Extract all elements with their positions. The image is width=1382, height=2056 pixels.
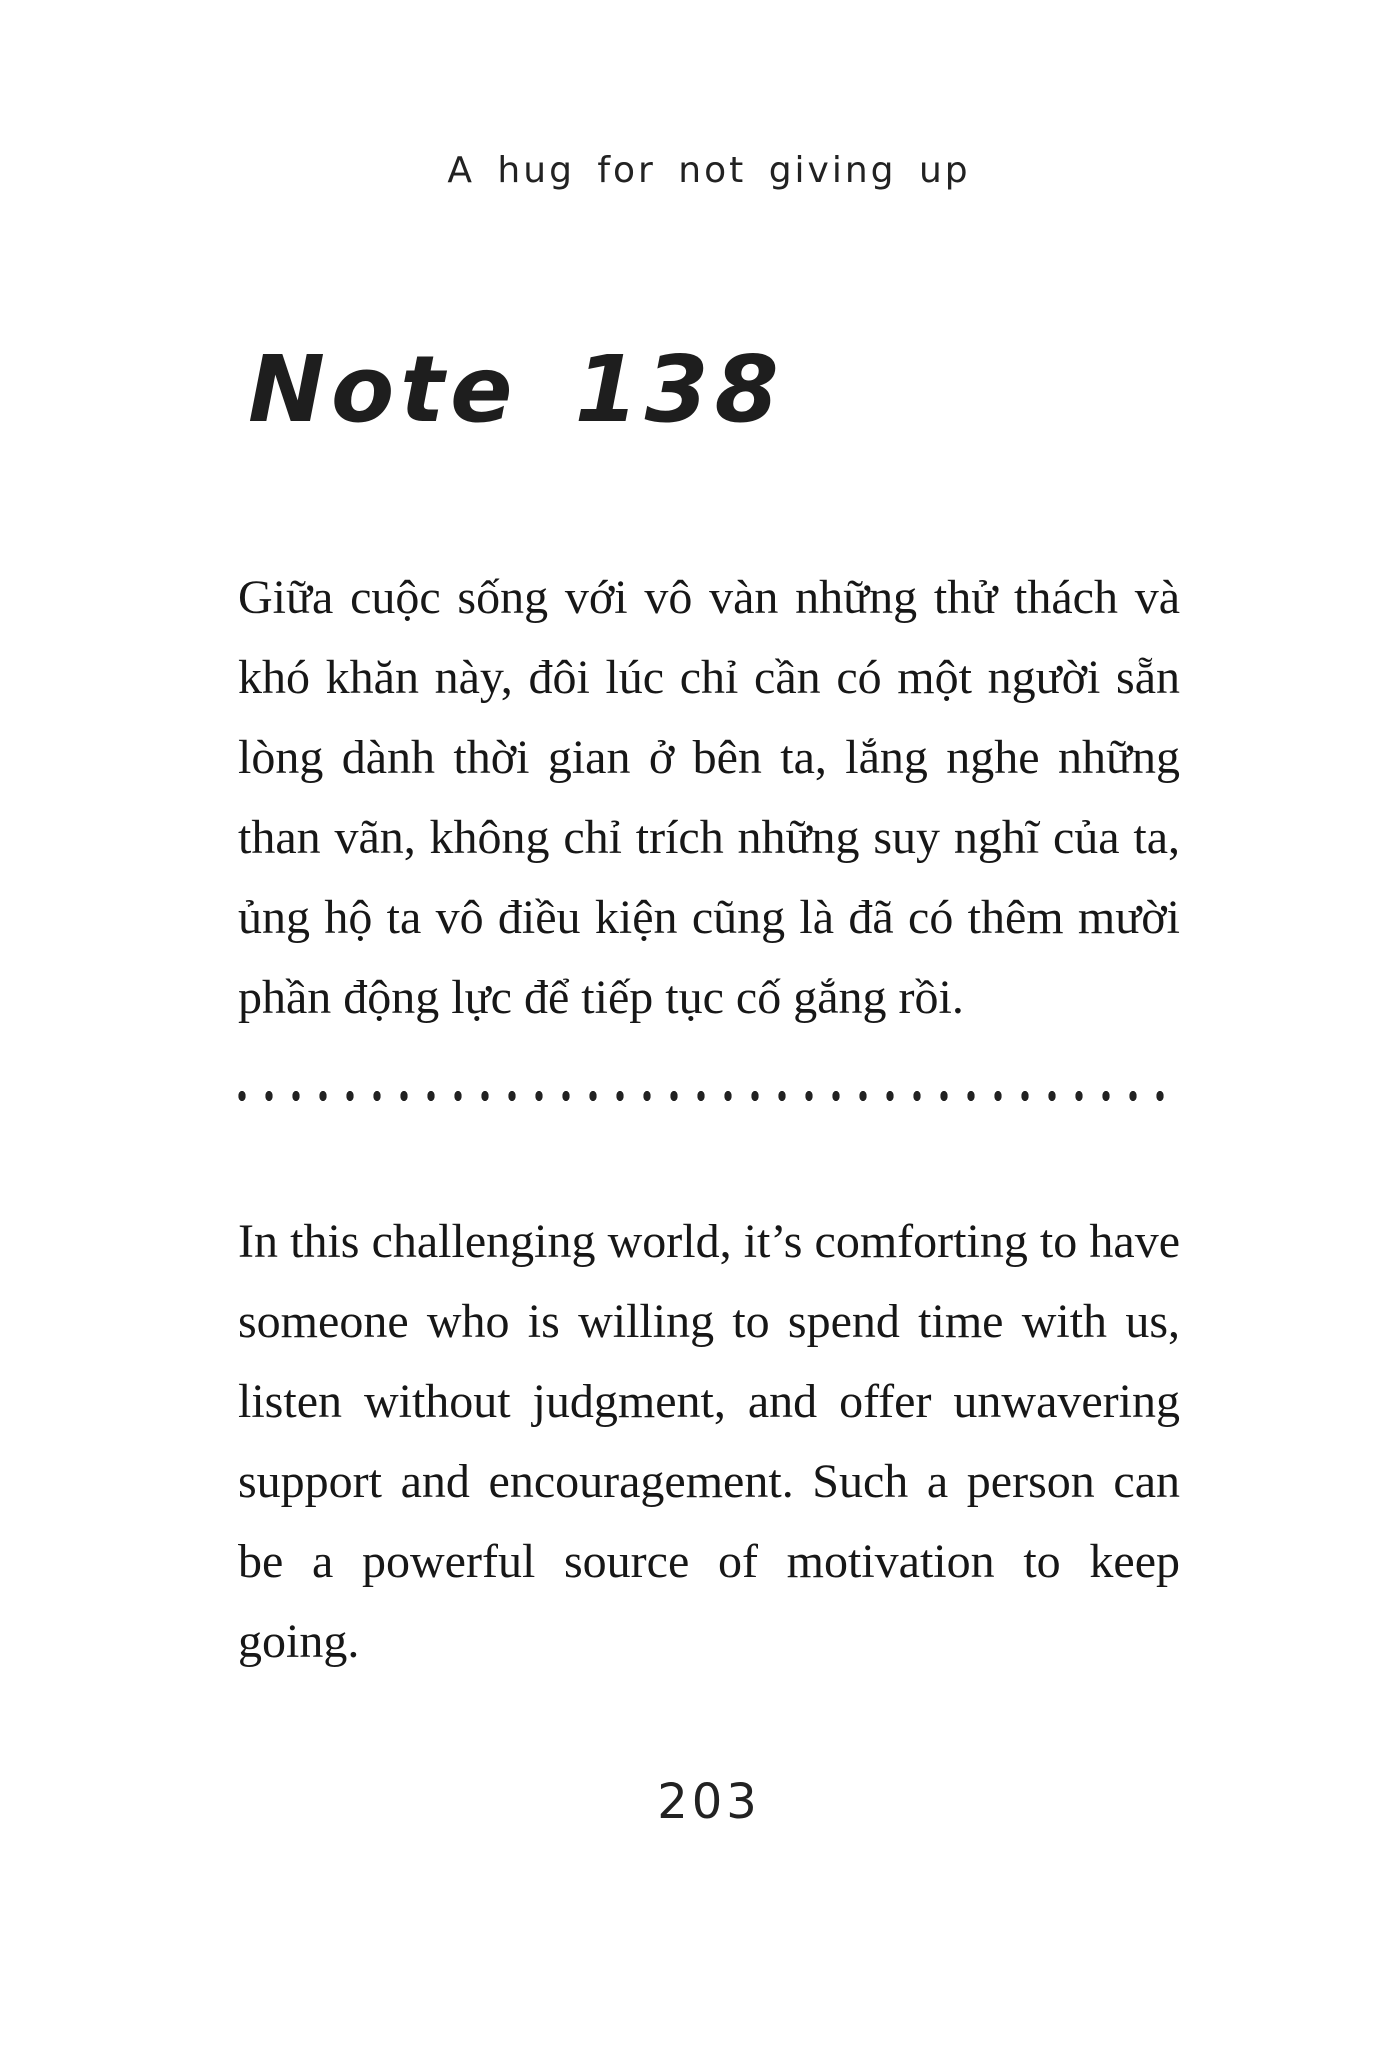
page-number: 203 (657, 1774, 761, 1831)
dotted-divider (238, 1090, 1180, 1102)
vietnamese-paragraph: Giữa cuộc sống với vô vàn những thử thách và khó khăn này, đôi lúc chỉ cần có một người sẵn lòng dành thời gian ở bên ta, lắng nghe những than vãn, không chỉ trích những suy nghĩ của ta, ủng hộ ta vô điều kiện cũng là đã có thêm mười phần động lực để tiếp tục cố gắng rồi. (238, 571, 1180, 1025)
english-paragraph: In this challenging world, it’s comforting to have someone who is willing to spend time with us, listen without judgment, and offer unwavering support and encouragement. Such a person can be a powerful source of motivation to keep going. (238, 1215, 1180, 1669)
running-header: A hug for not giving up (447, 150, 971, 191)
note-title: Note 138 (248, 336, 785, 443)
